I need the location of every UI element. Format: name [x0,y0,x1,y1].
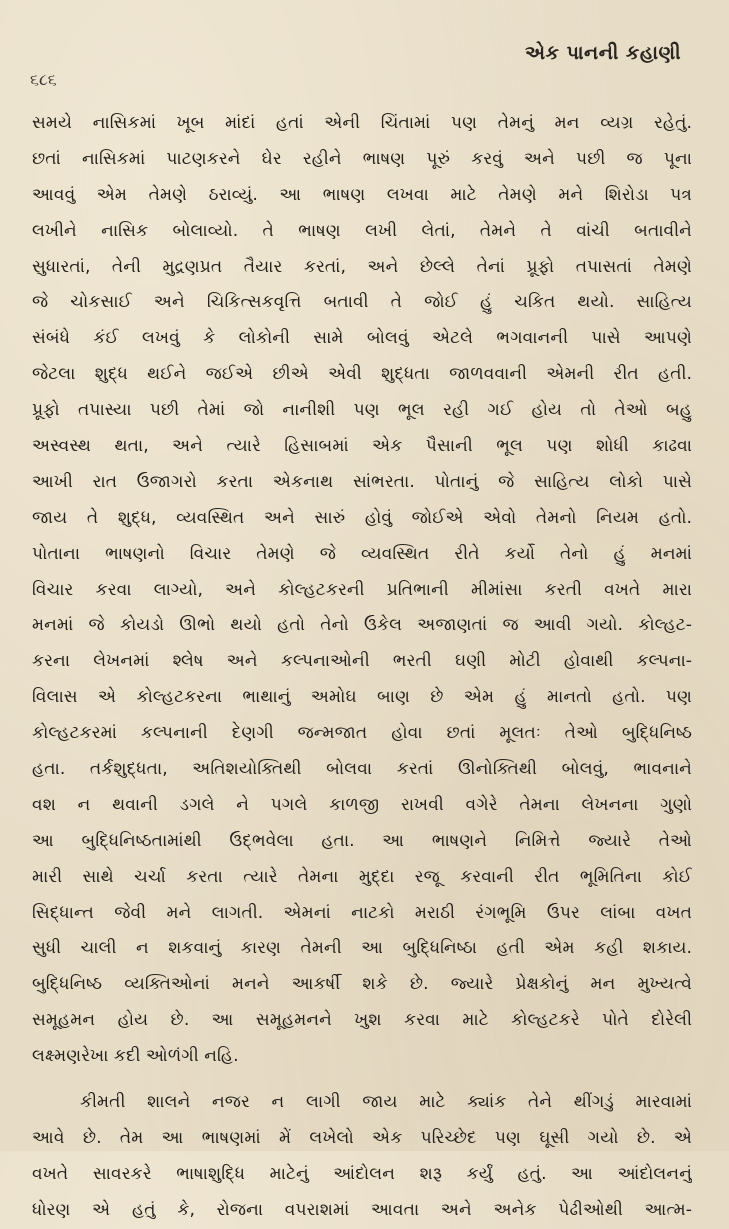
text-line: પોતાના ભાષણનો વિચાર તેમણે જે વ્યવસ્થિત રીતે કર્યો તેનો હું મનમાં [32,543,692,564]
text-line: જેટલા શુદ્ધ થઈને જઈએ છીએ એવી શુદ્ધતા જાળવવાની એમની રીત હતી. [32,364,692,385]
text-line: સિદ્ધાન્ત જેવી મને લાગતી. એમનાં નાટકો મરાઠી રંગભૂમિ ઉપર લાંબા વખત [32,902,692,923]
text-line: આખી રાત ઉજાગરો કરતા એકનાથ સાંભરતા. પોતાનું જે સાહિત્ય લોકો પાસે [32,471,692,492]
text-line: આ બુદ્ધિનિષ્ઠતામાંથી ઉદ્ભવેલા હતા. આ ભાષણને નિમિત્તે જ્યારે તેઓ [32,830,692,851]
text-line: વશ ન થવાની ડગલે ને પગલે કાળજી રાખવી વગેરે તેમના લેખનના ગુણો [32,794,692,815]
text-line: કોલ્હટકરમાં કલ્પનાની દેણગી જન્મજાત હોવા છતાં મૂલતઃ તેઓ બુદ્ધિનિષ્ઠ [32,723,692,744]
running-title: એક પાનની કહાણી [525,42,681,64]
text-line: છતાં નાસિકમાં પાટણકરને ઘેર રહીને ભાષણ પૂરું કરવું અને પછી જ પૂના [32,148,692,169]
body-text [32,106,692,1229]
text-line: અસ્વસ્થ થતા, અને ત્યારે હિસાબમાં એક પૈસાની ભૂલ પણ શોધી કાઢવા [32,436,692,457]
text-line: પ્રૂફો તપાસ્યા પછી તેમાં જો નાનીશી પણ ભૂલ રહી ગઈ હોય તો તેઓ બહુ [32,400,692,421]
paragraph-1 [32,106,692,1075]
paragraph-gap [32,1075,692,1085]
text-line: સુધારતાં, તેની મુદ્રણપ્રત તૈયાર કરતાં, અને છેલ્લે તેનાં પ્રૂફો તપાસતાં તેમણે [32,256,692,277]
text-line: મારી સાથે ચર્ચા કરતા ત્યારે તેમના મુદ્દા રજૂ કરવાની રીત ભૂમિતિના કોઈ [32,866,692,887]
text-line: સમયે નાસિકમાં ખૂબ માંદાં હતાં એની ચિંતામાં પણ તેમનું મન વ્યગ્ર રહેતું. [32,113,692,133]
text-line: ધોરણ એ હતું કે, રોજના વપરાશમાં આવતા અને અનેક પેઢીઓથી આત્મ- [32,1199,692,1220]
text-line: વખતે સાવરકરે ભાષાશુદ્ધિ માટેનું આંદોલન શરૂ કર્યું હતું. આ આંદોલનનું [32,1163,692,1184]
text-line: આવે છે. તેમ આ ભાષણમાં મેં લખેલો એક પરિચ્છેદ પણ ઘૂસી ગયો છે. એ [32,1127,692,1148]
text-line: સમૂહમન હોય છે. આ સમૂહમનને ખુશ કરવા માટે કોલ્હટકરે પોતે દોરેલી [32,1010,692,1031]
text-line: લખીને નાસિક બોલાવ્યો. તે ભાષણ લખી લેતાં, તેમને તે વાંચી બતાવીને [32,220,692,241]
text-line: વિલાસ એ કોલ્હટકરના ભાથાનું અમોઘ બાણ છે એમ હું માનતો હતો. પણ [32,687,692,708]
page-number: ૬૮૬ [30,70,57,89]
text-line: લક્ષ્મણરેખા કદી ઓળંગી નહિ. [32,1046,239,1067]
text-line: વિચાર કરવા લાગ્યો, અને કોલ્હટકરની પ્રતિભાની મીમાંસા કરતી વખતે મારા [32,579,692,600]
paragraph-2 [32,1085,692,1229]
text-line: કીમતી શાલને નજર ન લાગી જાય માટે ક્યાંક તેને થીંગડું મારવામાં [80,1092,692,1113]
text-line: આવવું એમ તેમણે ઠરાવ્યું. આ ભાષણ લખવા માટે તેમણે મને શિરોડા પત્ર [32,184,692,205]
text-line: હતા. તર્કશુદ્ધતા, અતિશયોક્તિથી બોલવા કરતાં ઊનોક્તિથી બોલવું, ભાવનાને [32,759,692,780]
text-line: જે ચોકસાઈ અને ચિકિત્સકવૃત્તિ બતાવી તે જોઈ હું ચકિત થયો. સાહિત્ય [32,292,692,313]
text-line: સંબંધે કંઈ લખવું કે લોકોની સામે બોલવું એટલે ભગવાનની પાસે આપણે [32,328,692,349]
text-line: જાય તે શુદ્ધ, વ્યવસ્થિત અને સારું હોવું જોઈએ એવો તેમનો નિયમ હતો. [32,507,692,528]
text-line: બુદ્ધિનિષ્ઠ વ્યક્તિઓનાં મનને આકર્ષી શકે છે. જ્યારે પ્રેક્ષકોનું મન મુખ્યત્વે [32,974,692,995]
text-line: કરના લેખનમાં શ્લેષ અને કલ્પનાઓની ભરતી ઘણી મોટી હોવાથી કલ્પના- [32,651,692,672]
text-line: સુધી ચાલી ન શકવાનું કારણ તેમની આ બુદ્ધિનિષ્ઠા હતી એમ કહી શકાય. [32,938,692,959]
text-line: મનમાં જે કોયડો ઊભો થયો હતો તેનો ઉકેલ અજાણતાં જ આવી ગયો. કોલ્હટ- [32,615,692,636]
